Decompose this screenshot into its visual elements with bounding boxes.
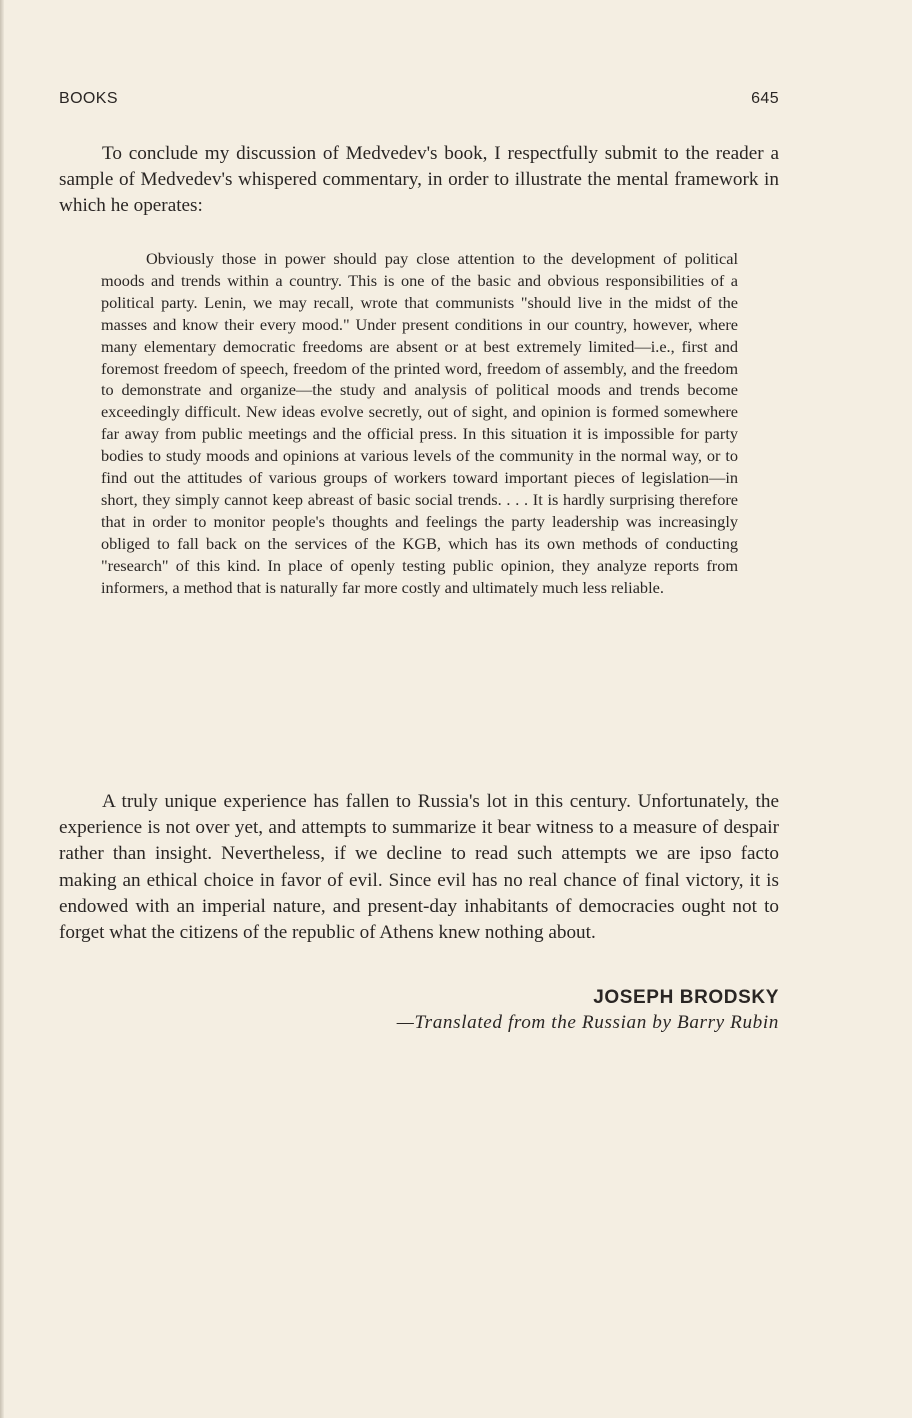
block-quote: Obviously those in power should pay close attention to the development of political moods and trends within a country. This is one of the basic and obvious responsibilities of a political party. Lenin, we may recall, wrote that communists "should live in the midst of the masses and know their every mood." Under present conditions in our country, however, where many elementary democratic freedoms are absent or at best extremely limited—i.e., first and foremost freedom of speech, freedom of the printed word, freedom of assembly, and the freedom to demonstrate and organize—the study and analysis of political moods and trends become exceedingly difficult. New ideas evolve secretly, out of sight, and opinion is formed somewhere far away from public meetings and the official press. In this situation it is impossible for party bodies to study moods and opinions at various levels of the community in the normal way, or to find out the attitudes of various groups of workers toward important pieces of legislation—in short, they simply cannot keep abreast of basic social trends. . . . It is hardly surprising therefore that in order to monitor people's thoughts and feelings the party leadership was increasingly obliged to fall back on the services of the KGB, which has its own methods of conducting "research" of this kind. In place of openly testing public opinion, they analyze reports from informers, a method that is naturally far more costly and ultimately much less reliable. [101, 249, 738, 597]
translator-credit: —Translated from the Russian by Barry Rubin [396, 1012, 779, 1033]
running-head: BOOKS [59, 90, 118, 107]
author-signature: JOSEPH BRODSKY [593, 987, 779, 1008]
closing-paragraph: A truly unique experience has fallen to Russia's lot in this century. Unfortunately, the experience is not over yet, and attempts to summarize it bear witness to a measure of despair rather than insight. Nevertheless, if we decline to read such attempts we are ipso facto making an ethical choice in favor of evil. Since evil has no real chance of final victory, it is endowed with an imperial nature, and present-day inhabitants of democracies ought not to forget what the citizens of the republic of Athens knew nothing about. [59, 791, 779, 944]
page-header [59, 90, 779, 114]
page-binding-edge [0, 0, 4, 1418]
intro-paragraph: To conclude my discussion of Medvedev's book, I respectfully submit to the reader a sample of Medvedev's whispered commentary, in order to illustrate the mental framework in which he operates: [59, 143, 779, 216]
page-number: 645 [751, 90, 779, 107]
